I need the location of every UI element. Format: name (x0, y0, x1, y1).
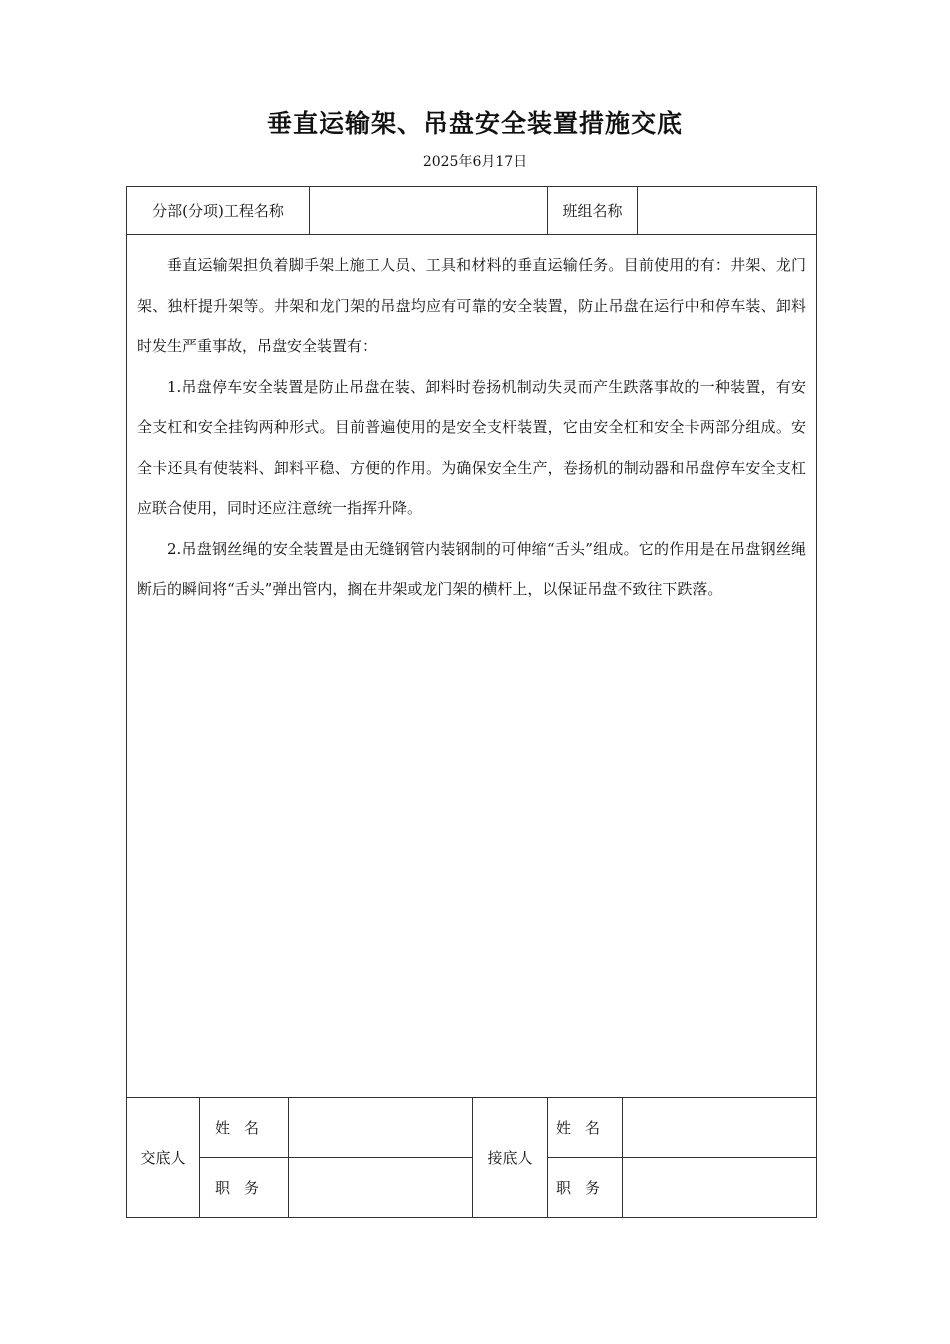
document-date: 2025年6月17日 (422, 154, 528, 170)
giver-position-field[interactable] (289, 1158, 473, 1218)
team-name-label: 班组名称 (548, 187, 638, 235)
receiver-position-label: 职务 (548, 1158, 623, 1218)
content-paragraph-2: 2.吊盘钢丝绳的安全装置是由无缝钢管内装钢制的可伸缩“舌头”组成。它的作用是在吊盘钢丝绳断后的瞬间将“舌头”弹出管内，搁在井架或龙门架的横杆上，以保证吊盘不致往下跌落。 (137, 539, 807, 598)
signature-row-name (127, 1098, 817, 1158)
team-name-field[interactable] (638, 187, 817, 235)
header-row (127, 187, 817, 235)
signature-row-position (127, 1158, 817, 1218)
giver-name-label: 姓名 (200, 1098, 289, 1158)
content-paragraph-intro: 垂直运输架担负着脚手架上施工人员、工具和材料的垂直运输任务。目前使用的有：井架、龙门架、独杆提升架等。井架和龙门架的吊盘均应有可靠的安全装置，防止吊盘在运行中和停车装、卸料时发生严重事故，吊盘安全装置有： (137, 256, 807, 355)
giver-position-label: 职务 (200, 1158, 289, 1218)
content-row (127, 235, 817, 1098)
receiver-position-field[interactable] (623, 1158, 817, 1218)
receiver-name-label: 姓名 (548, 1098, 623, 1158)
project-name-label: 分部(分项)工程名称 (127, 187, 310, 235)
document-title: 垂直运输架、吊盘安全装置措施交底 (266, 109, 683, 138)
disclosure-form (126, 186, 817, 1218)
content-paragraph-1: 1.吊盘停车安全装置是防止吊盘在装、卸料时卷扬机制动失灵而产生跌落事故的一种装置，有安全支杠和安全挂钩两种形式。目前普遍使用的是安全支杆装置，它由安全杠和安全卡两部分组成。安全卡还具有使装料、卸料平稳、方便的作用。为确保安全生产，卷扬机的制动器和吊盘停车安全支杠应联合使用，同时还应注意统一指挥升降。 (137, 377, 807, 517)
project-name-field[interactable] (310, 187, 548, 235)
giver-name-field[interactable] (289, 1098, 473, 1158)
receiver-label: 接底人 (473, 1098, 548, 1218)
disclosure-content (127, 235, 817, 1098)
giver-label: 交底人 (127, 1098, 200, 1218)
receiver-name-field[interactable] (623, 1098, 817, 1158)
